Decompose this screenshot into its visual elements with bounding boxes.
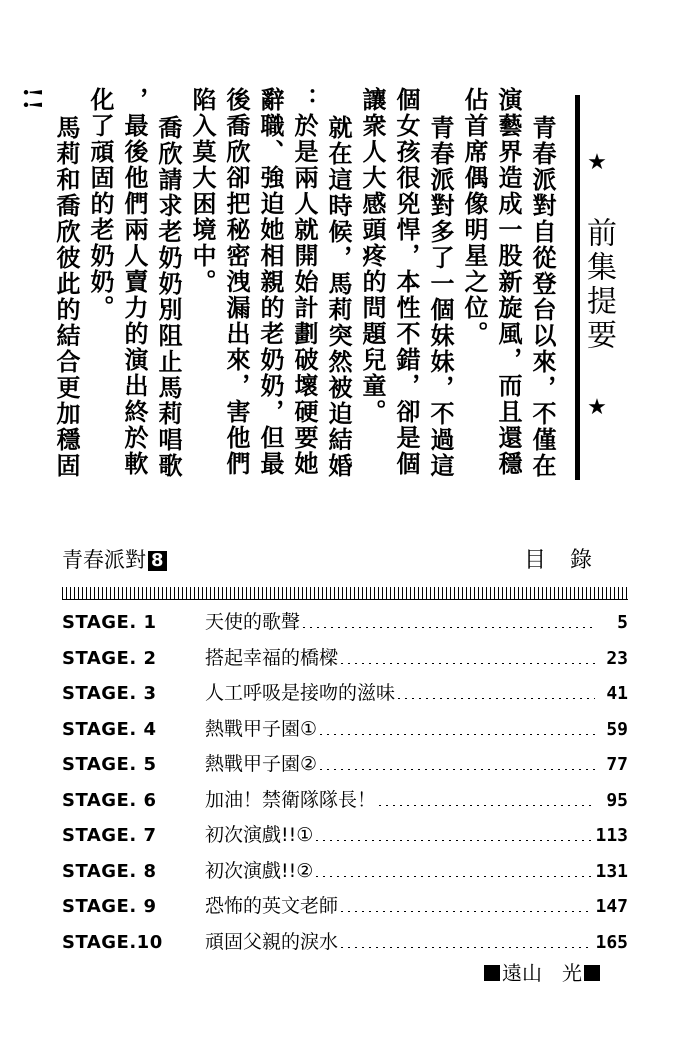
table-of-contents: [62, 605, 628, 960]
synopsis-line: 佔首席偶像明星之位。: [460, 87, 489, 347]
chapter-title: 頑固父親的淚水: [205, 930, 339, 953]
dot-leader: [320, 734, 595, 735]
page-number: 5: [617, 612, 628, 633]
synopsis-line: 喬欣請求老奶奶別阻止馬莉唱歌: [154, 115, 183, 479]
toc-row: [62, 641, 628, 677]
page-number: 77: [606, 754, 628, 775]
synopsis-divider-rule: [575, 95, 580, 480]
stage-label: STAGE. 1: [62, 612, 157, 633]
chapter-title: 熱戰甲子園②: [205, 753, 318, 775]
ruler-divider: [62, 587, 628, 600]
synopsis-line: 讓衆人大感頭疼的問題兒童。: [358, 87, 387, 425]
dot-leader: [398, 698, 595, 699]
toc-row: [62, 925, 628, 961]
synopsis-line: 馬莉和喬欣彼此的結合更加穩固: [52, 115, 81, 479]
stage-label: STAGE. 8: [62, 860, 157, 882]
black-square-icon: [484, 965, 500, 981]
dot-leader: [341, 663, 595, 664]
page-number: 95: [606, 789, 628, 811]
chapter-title: 熱戰甲子園①: [205, 717, 318, 740]
toc-row: [62, 783, 628, 819]
chapter-title: 加油！禁衛隊隊長！: [205, 788, 377, 811]
author-name: 遠山 光: [502, 961, 582, 985]
synopsis-line: !!: [18, 87, 47, 113]
dot-leader: [320, 769, 595, 770]
stage-label: STAGE. 7: [62, 825, 157, 846]
stage-label: STAGE. 5: [62, 754, 157, 775]
toc-row: [62, 818, 628, 854]
page-number: 41: [606, 683, 628, 704]
contents-heading: 目錄: [524, 548, 617, 573]
toc-row: [62, 676, 628, 712]
synopsis-line: 青春派對多了一個妹妹，不過這: [426, 115, 455, 479]
dot-leader: [341, 911, 592, 912]
dot-leader: [379, 805, 595, 806]
synopsis-line: ，最後他們兩人賣力的演出終於軟: [120, 87, 149, 477]
chapter-title: 天使的歌聲: [205, 611, 301, 633]
dot-leader: [303, 627, 595, 628]
chapter-title: 人工呼吸是接吻的滋味: [205, 682, 396, 704]
toc-row: [62, 712, 628, 748]
page-number: 113: [595, 825, 628, 846]
synopsis-line: 青春派對自從登台以來，不僅在: [528, 115, 557, 479]
star-icon: ★: [587, 150, 607, 175]
dot-leader: [341, 947, 592, 948]
stage-label: STAGE. 6: [62, 789, 157, 811]
author-credit: [482, 963, 602, 983]
page-number: 147: [595, 896, 628, 917]
synopsis-line: 辭職、強迫她相親的老奶奶，但最: [256, 87, 285, 477]
synopsis-heading-block: [575, 95, 635, 535]
stage-label: STAGE. 4: [62, 718, 157, 740]
chapter-title: 搭起幸福的橋樑: [205, 646, 339, 669]
synopsis-line: 個女孩很兇悍，本性不錯，卻是個: [392, 87, 421, 477]
synopsis-line: 陷入莫大困境中。: [188, 87, 217, 295]
dot-leader: [316, 840, 592, 841]
synopsis-line: 化了頑固的老奶奶。: [86, 87, 115, 321]
dot-leader: [316, 876, 592, 877]
synopsis-line: 就在這時候，馬莉突然被迫結婚: [324, 115, 353, 479]
page-number: 59: [606, 718, 628, 740]
series-title: [62, 550, 167, 571]
stage-label: STAGE. 9: [62, 896, 157, 917]
page-number: 131: [595, 860, 628, 882]
synopsis-line: 演藝界造成一股新旋風，而且還穩: [494, 87, 523, 477]
chapter-title: 初次演戲!!②: [205, 859, 314, 882]
synopsis-heading: 前集提要: [581, 217, 616, 353]
chapter-title: 恐怖的英文老師: [205, 895, 339, 917]
toc-row: [62, 747, 628, 783]
volume-badge: 8: [148, 551, 167, 571]
stage-label: STAGE. 3: [62, 683, 157, 704]
page-number: 165: [595, 931, 628, 953]
toc-row: [62, 605, 628, 641]
black-square-icon: [584, 965, 600, 981]
stage-label: STAGE.10: [62, 931, 163, 953]
synopsis-line: 後喬欣卻把秘密洩漏出來，害他們: [222, 87, 251, 477]
page-number: 23: [606, 647, 628, 669]
synopsis-line: ：於是兩人就開始計劃破壞硬要她: [290, 87, 319, 477]
stage-label: STAGE. 2: [62, 647, 157, 669]
star-icon: ★: [587, 395, 607, 420]
toc-row: [62, 854, 628, 890]
chapter-title: 初次演戲!!①: [205, 824, 314, 846]
series-title-text: 青春派對: [62, 548, 146, 572]
toc-row: [62, 889, 628, 925]
